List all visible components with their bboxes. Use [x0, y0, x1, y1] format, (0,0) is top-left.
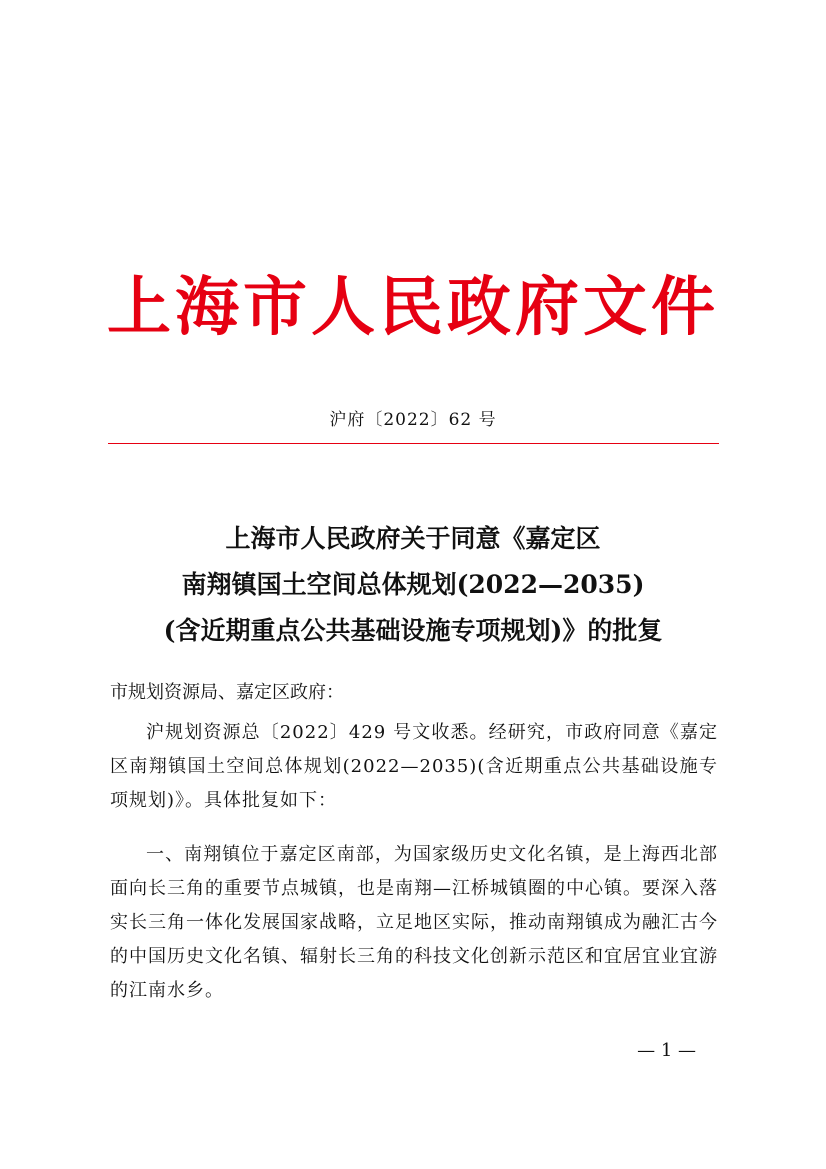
- addressee: 市规划资源局、嘉定区政府：: [110, 682, 344, 703]
- document-title-line-3: (含近期重点公共基础设施专项规划)》的批复: [163, 616, 663, 645]
- document-number: 沪府〔2022〕62 号: [329, 410, 497, 430]
- document-title-line-1: 上海市人民政府关于同意《嘉定区: [225, 524, 601, 553]
- document-title-line-2: 南翔镇国土空间总体规划(2022—2035): [181, 570, 645, 599]
- page-number: — 1 —: [637, 1040, 696, 1061]
- body-paragraph-receipt: 沪规划资源总〔2022〕429 号文收悉。经研究，市政府同意《嘉定区南翔镇国土空间总体规划(2022—2035)(含近期重点公共基础设施专项规划)》。具体批复如下：: [110, 722, 718, 811]
- body-paragraph-item-1: 一、南翔镇位于嘉定区南部，为国家级历史文化名镇，是上海西北部面向长三角的重要节点城镇，也是南翔—江桥城镇圈的中心镇。要深入落实长三角一体化发展国家战略，立足地区实际，推动南翔镇成为融汇古今的中国历史文化名镇、辐射长三角的科技文化创新示范区和宜居宜业宜游的江南水乡。: [110, 844, 718, 1001]
- document-issuer-title: 上海市人民政府文件: [107, 270, 719, 345]
- red-divider-line: [108, 443, 719, 444]
- document-title: [90, 516, 736, 654]
